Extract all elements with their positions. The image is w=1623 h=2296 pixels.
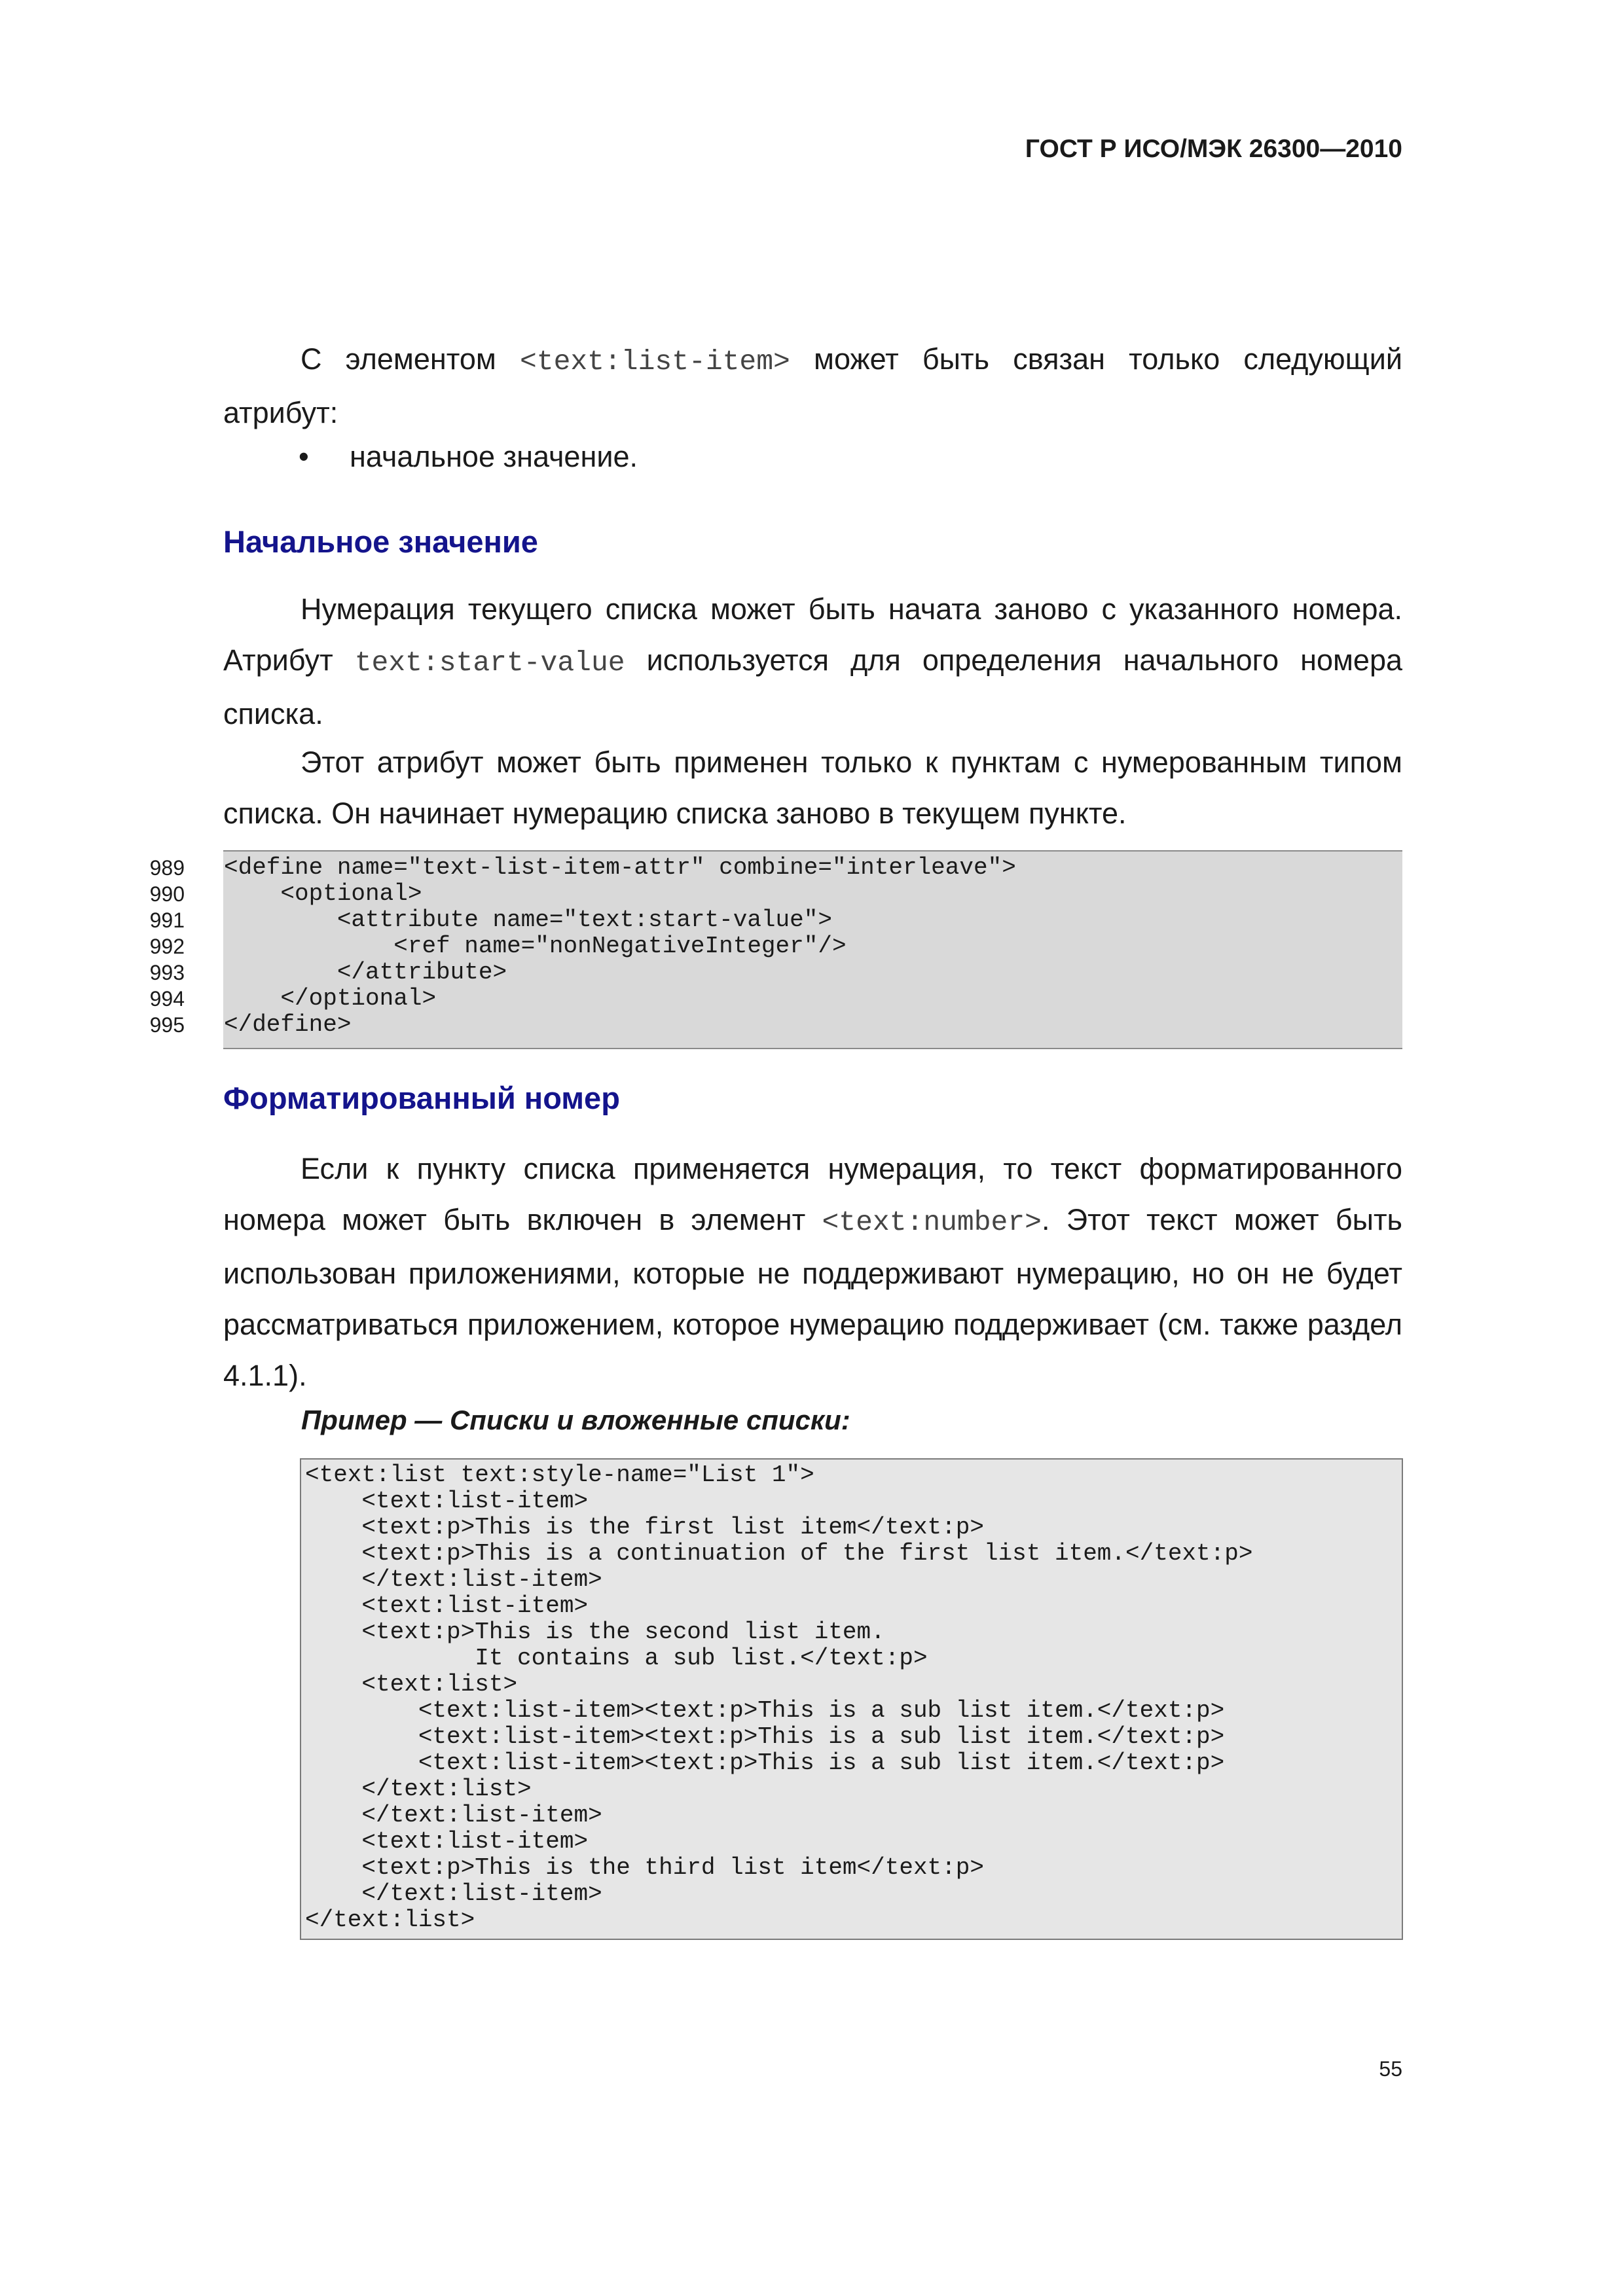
line-number: 991	[149, 908, 185, 932]
intro-paragraph	[223, 334, 1402, 439]
line-number: 995	[149, 1013, 185, 1037]
example-code-line: <text:list-item><text:p>This is a sub list item.</text:p>	[305, 1697, 1225, 1724]
code-line: <define name="text-list-item-attr" combine="interleave">	[224, 854, 1016, 881]
section1-paragraph-2: Этот атрибут может быть применен только к пунктам с нумерованным типом списка. Он начинает нумерацию списка заново в текущем пункте.	[223, 745, 1402, 830]
example-code-line: </text:list>	[305, 1907, 475, 1933]
example-code-line: <text:list-item>	[305, 1828, 589, 1855]
s2-code: <text:number>	[822, 1206, 1042, 1238]
example-code-line: <text:list-item><text:p>This is a sub list item.</text:p>	[305, 1749, 1225, 1776]
page-number: 55	[1379, 2057, 1402, 2081]
code-line: </define>	[224, 1011, 352, 1038]
intro-code: <text:list-item>	[519, 346, 790, 378]
example-code-line: <text:p>This is the second list item.	[305, 1619, 885, 1645]
example-code-line: <text:p>This is the third list item</text:p>	[305, 1854, 984, 1881]
code-line: <ref name="nonNegativeInteger"/>	[224, 933, 847, 960]
example-code-line: <text:list-item>	[305, 1592, 589, 1619]
example-code-line: <text:p>This is a continuation of the first list item.</text:p>	[305, 1540, 1253, 1567]
example-code-line: </text:list-item>	[305, 1802, 602, 1829]
section-heading-formatted-number: Форматированный номер	[223, 1081, 620, 1115]
example-code-line: </text:list>	[305, 1776, 532, 1803]
section1-paragraph-1	[223, 584, 1402, 740]
code-line: </optional>	[224, 985, 437, 1012]
example-code-line: </text:list-item>	[305, 1566, 602, 1593]
code-line: <attribute name="text:start-value">	[224, 906, 832, 933]
intro-text-after: может быть связан только следующий атрибут:	[223, 342, 1402, 429]
code-line: </attribute>	[224, 959, 507, 986]
document-header: ГОСТ Р ИСО/МЭК 26300—2010	[1025, 135, 1402, 163]
example-code-line: <text:list-item>	[305, 1488, 589, 1515]
bullet-icon: •	[299, 440, 309, 473]
example-code-lines	[305, 1462, 1252, 1933]
s2-text-before: Если к пункту списка применяется нумерация, то текст форматированного номера может быть включен в элемент	[223, 1152, 1402, 1236]
p1-text-after: используется для определения начального номера списка.	[223, 643, 1402, 730]
code-line: <optional>	[224, 880, 422, 907]
example-code-line: <text:list>	[305, 1671, 518, 1698]
line-number: 993	[149, 961, 185, 984]
example-code-line: <text:p>This is the first list item</text:p>	[305, 1514, 984, 1541]
example-code-line: <text:list text:style-name="List 1">	[305, 1462, 814, 1488]
section-heading-start-value: Начальное значение	[223, 524, 538, 559]
p1-code: text:start-value	[354, 647, 625, 679]
bullet-item: начальное значение.	[350, 440, 638, 473]
intro-text-before: С элементом	[301, 342, 520, 376]
p1-text-before: Нумерация текущего списка может быть начата заново с указанного номера. Атрибут	[223, 592, 1402, 677]
s2-text-after: . Этот текст может быть использован приложениями, которые не поддерживают нумерацию, но он не будет рассматриваться приложением, которое нумерацию поддерживает (см. также раздел 4.1.1).	[223, 1203, 1403, 1392]
example-code-line: It contains a sub list.</text:p>	[305, 1645, 928, 1672]
line-number: 992	[149, 935, 185, 958]
line-number: 990	[149, 882, 185, 906]
line-number: 994	[149, 987, 185, 1011]
section2-paragraph	[223, 1143, 1402, 1401]
example-code-line: </text:list-item>	[305, 1880, 602, 1907]
example-title: Пример — Списки и вложенные списки:	[301, 1405, 850, 1435]
line-number: 989	[149, 856, 185, 880]
example-code-line: <text:list-item><text:p>This is a sub list item.</text:p>	[305, 1723, 1225, 1750]
